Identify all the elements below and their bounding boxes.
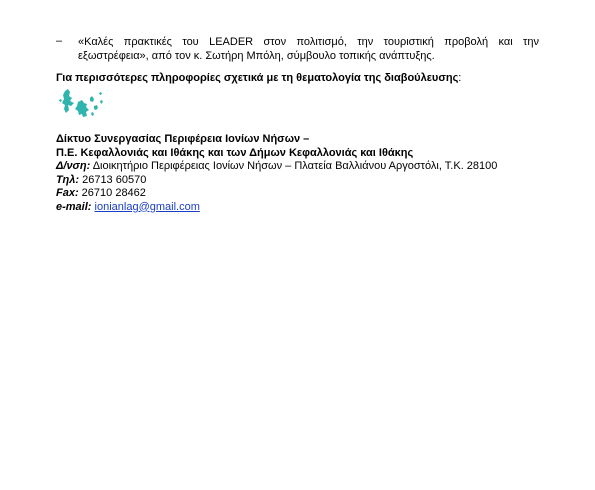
email-label: e-mail: (56, 200, 92, 213)
address-row (56, 160, 497, 174)
org-name-line-1: Δίκτυο Συνεργασίας Περιφέρεια Ιονίων Νήσων – (56, 133, 310, 145)
email-link[interactable]: ionianlag@gmail.com (94, 200, 200, 213)
fax-value: 26710 28462 (78, 187, 146, 199)
bullet-dash: – (56, 35, 63, 47)
bullet-item (78, 35, 539, 63)
phone-value: 26713 60570 (79, 173, 147, 186)
more-info-colon: : (458, 72, 462, 84)
more-info-text: Για περισσότερες πληροφορίες σχετικά με τη θεματολογία της διαβούλευσης (56, 72, 459, 84)
fax-row (56, 187, 497, 201)
address-label: Δ/νση: (56, 160, 91, 172)
email-row (56, 201, 497, 215)
org-name-line-2: Π.Ε. Κεφαλλονιάς και Ιθάκης και των Δήμων Κεφαλλονιάς και Ιθάκης (56, 146, 414, 159)
phone-row (56, 174, 497, 188)
phone-label: Τηλ: (56, 173, 80, 186)
fax-label: Fax: (56, 187, 79, 199)
contact-block (56, 133, 497, 214)
address-value: Διοικητήριο Περιφέρειας Ιονίων Νήσων – Πλατεία Βαλλιάνου Αργοστόλι, Τ.Κ. 28100 (90, 160, 498, 172)
more-info-heading (56, 72, 461, 84)
bullet-text-line-2: εξωστρέφεια», από τον κ. Σωτήρη Μπόλη, σύμβουλο τοπικής ανάπτυξης. (78, 50, 435, 62)
bullet-text-line-1: «Καλές πρακτικές του LEADER στον πολιτισμό, την τουριστική προβολή και την (78, 36, 539, 48)
ionian-islands-map-logo (56, 88, 112, 122)
